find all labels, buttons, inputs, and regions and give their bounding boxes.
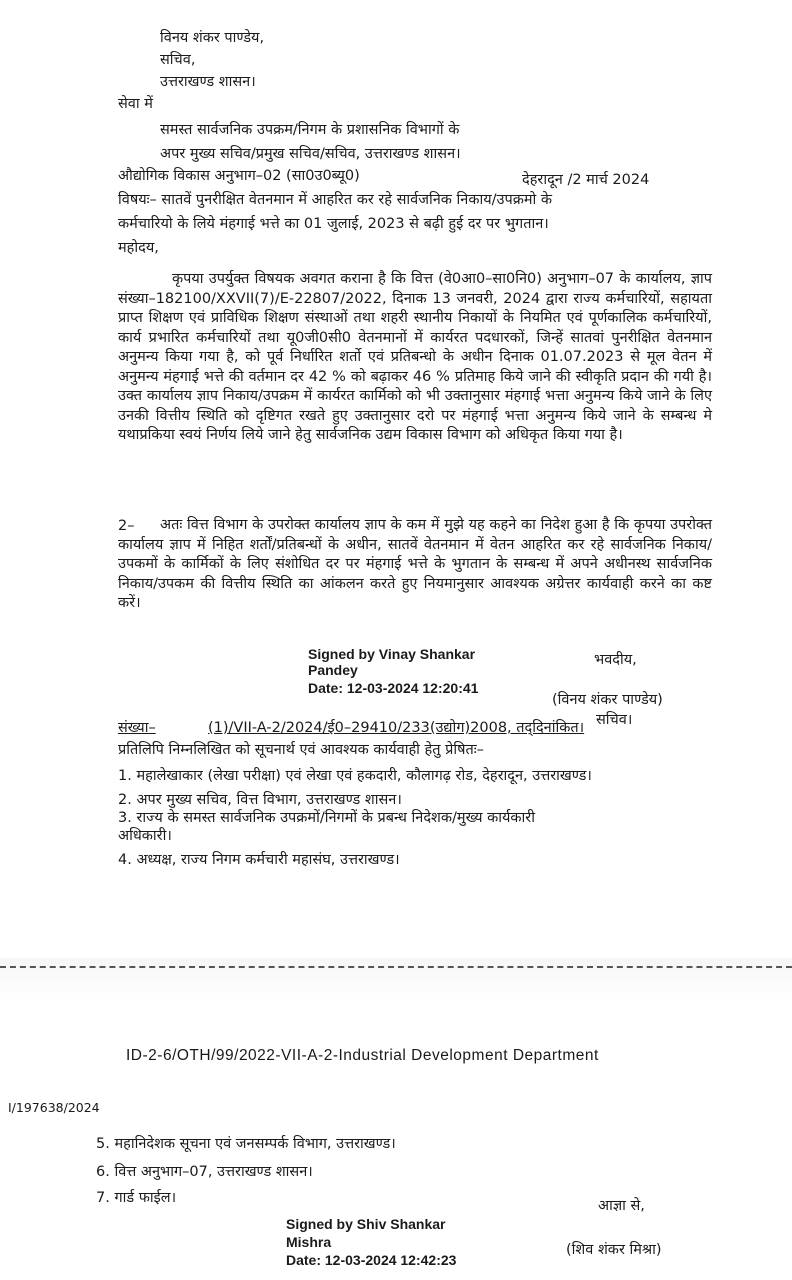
section-name: औद्योगिक विकास अनुभाग–02 (सा0उ0ब्यू0): [118, 168, 360, 184]
closing-bhavdiya: भवदीय,: [594, 652, 637, 668]
signature-2-line-1: Signed by Shiv Shankar: [286, 1216, 446, 1232]
signature-2-line-2: Mishra: [286, 1234, 332, 1250]
paragraph-2-number: 2–: [118, 518, 135, 534]
copy-intro: प्रतिलिपि निम्नलिखित को सूचनार्थ एवं आवश्यक कार्यवाही हेतु प्रेषितः–: [118, 742, 484, 758]
recipient-line-1: समस्त सार्वजनिक उपक्रम/निगम के प्रशासनिक विभागों के: [160, 122, 460, 138]
signatory-2-name: (शिव शंकर मिश्रा): [566, 1242, 662, 1258]
subject-line-1: विषयः– सातवें पुनरीक्षित वेतनमान में आहरित कर रहे सार्वजनिक निकाय/उपक्रमो के: [118, 192, 553, 208]
signatory-1-designation: सचिव।: [596, 712, 633, 728]
closing-agya-se: आज्ञा से,: [598, 1198, 645, 1214]
signature-2-date: Date: 12-03-2024 12:42:23: [286, 1252, 457, 1268]
file-reference: I/197638/2024: [8, 1100, 100, 1115]
signatory-1-name: (विनय शंकर पाण्डेय): [552, 692, 663, 708]
paragraph-2-text: अतः वित्त विभाग के उपरोक्त कार्यालय ज्ञाप के कम में मुझे यह कहने का निदेश हुआ है कि कृपया उपरोक्त कार्यालय ज्ञाप में निहित शर्तों/प्रतिबन्धों के अधीन, सातवें वेतनमान में वेतन आहरित कर रहे सार्वजनिक निकाय/उपकमों के कार्मिकों के लिए संशोधित दर पर मंहगाई भत्ते के भुगतान के सम्बन्ध में अपने अधीनस्थ सार्वजनिक निकाय/उपकम की वित्तीय स्थिति का आंकलन करते हुए नियमानुसार आवश्यक अग्रेत्तर कार्यवाही करने का कष्ट करें।: [118, 517, 712, 611]
signature-1-line-1: Signed by Vinay Shankar: [308, 646, 476, 662]
signature-1-line-2: Pandey: [308, 662, 358, 678]
page-break-line: [0, 966, 792, 968]
copy-item-4: 4. अध्यक्ष, राज्य निगम कर्मचारी महासंघ, उत्तराखण्ड।: [118, 852, 400, 868]
copy-item-1: 1. महालेखाकार (लेखा परीक्षा) एवं लेखा एवं हकदारी, कौलागढ़ रोड, देहरादून, उत्तराखण्ड।: [118, 768, 592, 784]
paragraph-1-text: कृपया उपर्युक्त विषयक अवगत कराना है कि वित्त (वे0आ0–सा0नि0) अनुभाग–07 के कार्यालय, ज्ञाप संख्या–182100/XXVII(7)/E-22807/2022, दिनाक 13 जनवरी, 2024 द्वारा राज्य कर्मचारियों, सहायता प्राप्त शिक्षण एवं प्राविधिक शिक्षण संस्थाओं तथा शहरी स्थानीय निकायों के नियमित एवं पूर्णकालिक कर्मचारियों, कार्य प्रभारित कर्मचारियों तथा यू0जी0सी0 वेतनमानों में कार्यरत पदधारकों, जिन्हें सातवां पुनरीक्षित वेतनमान अनुमन्य किया गया है, को पूर्व निर्धारित शर्तो एवं प्रतिबन्धो के अधीन दिनाक 01.07.2023 से मूल वेतन में अनुमन्य मंहगाई भत्ते की वर्तमान दर 42 % को बढ़ाकर 46 % प्रतिमाह किये जाने की स्वीकृति प्रदान की गयी है। उक्त कार्यालय ज्ञाप निकाय/उपक्रम में कार्यरत कार्मिको को भी उक्तानुसार मंहगाई भत्ता अनुमन्य किये जाने के लिए उनकी वित्तीय स्थिति को दृष्टिगत रखते हुए उक्तानुसार दरो पर मंहगाई भत्ता अनुमन्य किये जाने के सम्बन्ध मे यथाप्रकिया स्वयं निर्णय लिये जाने हेतु सार्वजनिक उद्यम विकास विभाग को अधिकृत किया गया है।: [118, 271, 712, 443]
copy-item-3: 3. राज्य के समस्त सार्वजनिक उपक्रमों/निगमों के प्रबन्ध निदेशक/मुख्य कार्यकारी: [118, 810, 535, 826]
copy-item-3-cont: अधिकारी।: [118, 828, 172, 844]
reference-number: (1)/VII-A-2/2024/ई0–29410/233(उद्योग)2008, तद्‌दिनांकित।: [208, 720, 585, 736]
subject-line-2: कर्मचारियो के लिये मंहगाई भत्ते का 01 जुलाई, 2023 से बढ़ी हुई दर पर भुगतान।: [118, 216, 549, 232]
paragraph-2: [118, 516, 712, 614]
copy-item-5: 5. महानिदेशक सूचना एवं जनसम्पर्क विभाग, उत्तराखण्ड।: [96, 1136, 396, 1152]
recipient-line-2: अपर मुख्य सचिव/प्रमुख सचिव/सचिव, उत्तराखण्ड शासन।: [160, 146, 461, 162]
salutation: महोदय,: [118, 240, 159, 256]
page-header-id: ID-2-6/OTH/99/2022-VII-A-2-Industrial Development Department: [126, 1047, 599, 1064]
copy-item-6: 6. वित्त अनुभाग–07, उत्तराखण्ड शासन।: [96, 1164, 313, 1180]
reference-label: संख्या–: [118, 720, 156, 736]
place-date: देहरादून /2 मार्च 2024: [522, 172, 650, 188]
signature-1-date: Date: 12-03-2024 12:20:41: [308, 680, 479, 696]
sender-office: उत्तराखण्ड शासन।: [160, 74, 256, 90]
page-gap: [0, 958, 792, 1002]
paragraph-1: [118, 270, 712, 446]
copy-item-7: 7. गार्ड फाईल।: [96, 1190, 177, 1206]
sender-designation: सचिव,: [160, 52, 196, 68]
to-prefix: सेवा में: [118, 96, 153, 112]
sender-name: विनय शंकर पाण्डेय,: [160, 30, 265, 46]
copy-item-2: 2. अपर मुख्य सचिव, वित्त विभाग, उत्तराखण्ड शासन।: [118, 792, 402, 808]
